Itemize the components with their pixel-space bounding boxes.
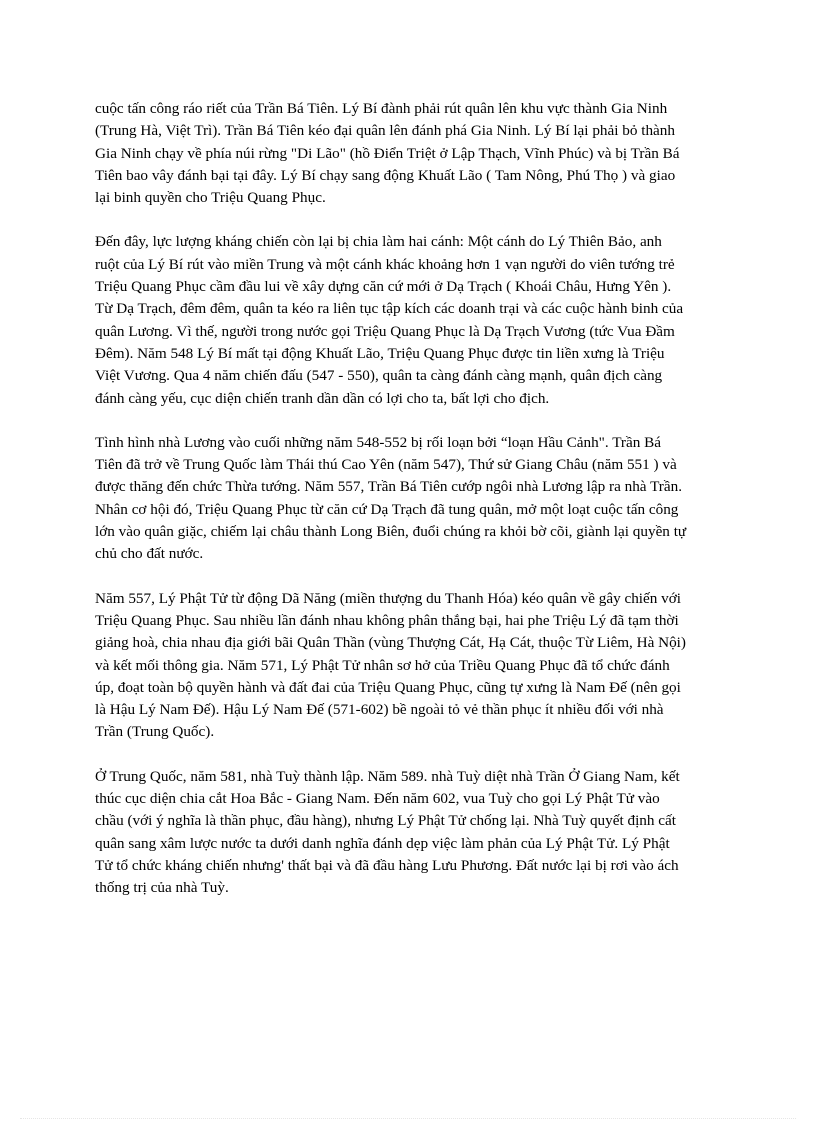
paragraph bbox=[95, 98, 723, 209]
text-line: Tử tổ chức kháng chiến nhưng' thất bại và đã đầu hàng Lưu Phương. Đất nước lại bị rơi vào ách bbox=[95, 856, 679, 874]
text-line: Ở Trung Quốc, năm 581, nhà Tuỳ thành lập. Năm 589. nhà Tuỳ diệt nhà Trần Ở Giang Nam, kết bbox=[95, 767, 680, 785]
text-line: quân sang xâm lược nước ta dưới danh nghĩa đánh dẹp việc làm phản của Lý Phật Tử. Lý Phật bbox=[95, 834, 670, 852]
text-line: Triệu Quang Phục. Sau nhiều lần đánh nhau không phân thắng bại, hai phe Triệu Lý đã tạm thời bbox=[95, 611, 679, 629]
paragraph bbox=[95, 588, 723, 744]
text-line: giảng hoà, chia nhau địa giới bãi Quân Thần (vùng Thượng Cát, Hạ Cát, thuộc Từ Liêm, Hà Nội) bbox=[95, 634, 686, 652]
text-line: chầu (với ý nghĩa là thần phục, đầu hàng), nhưng Lý Phật Tử chống lại. Nhà Tuỳ quyết định cất bbox=[95, 812, 676, 830]
text-line: lại binh quyền cho Triệu Quang Phục. bbox=[95, 189, 326, 207]
text-line: ruột của Lý Bí rút vào miền Trung và một cánh khác khoảng hơn 1 vạn người do viên tướng trẻ bbox=[95, 255, 675, 273]
paragraph bbox=[95, 432, 723, 566]
text-line: Gia Ninh chạy về phía núi rừng "Di Lão" (hồ Điển Triệt ở Lập Thạch, Vĩnh Phúc) và bị Trần Bá bbox=[95, 144, 680, 162]
text-line: lớn vào quân giặc, chiếm lại châu thành Long Biên, đuổi chúng ra khỏi bờ cõi, giành lại quyền tự bbox=[95, 523, 687, 541]
text-line: Từ Dạ Trạch, đêm đêm, quân ta kéo ra liên tục tập kích các doanh trại và các cuộc hành binh của bbox=[95, 300, 684, 318]
paragraph bbox=[95, 231, 723, 409]
text-line: cuộc tấn công ráo riết của Trần Bá Tiên. Lý Bí đành phải rút quân lên khu vực thành Gia Ninh bbox=[95, 100, 668, 117]
page-bottom-divider bbox=[20, 1118, 796, 1119]
text-line: Đêm). Năm 548 Lý Bí mất tại động Khuất Lão, Triệu Quang Phục được tin liền xưng là Triệu bbox=[95, 344, 665, 362]
text-line: úp, đoạt toàn bộ quyền hành và đất đai của Triệu Quang Phục, cũng tự xưng là Nam Đế (nên gọi bbox=[95, 678, 681, 696]
text-line: (Trung Hà, Việt Trì). Trần Bá Tiên kéo đại quân lên đánh phá Gia Ninh. Lý Bí lại phải bỏ thành bbox=[95, 122, 675, 140]
text-line: Việt Vương. Qua 4 năm chiến đấu (547 - 550), quân ta càng đánh càng mạnh, quân địch càng bbox=[95, 367, 663, 385]
text-line: được thăng đến chức Thừa tướng. Năm 557, Trần Bá Tiên cướp ngôi nhà Lương lập ra nhà Trần. bbox=[95, 478, 683, 496]
text-line: thúc cục diện chia cắt Hoa Bắc - Giang Nam. Đến năm 602, vua Tuỳ cho gọi Lý Phật Tử vào bbox=[95, 790, 660, 808]
text-line: Trần (Trung Quốc). bbox=[95, 723, 215, 741]
text-line: thống trị của nhà Tuỳ. bbox=[95, 879, 229, 897]
text-line: Tiên đã trở về Trung Quốc làm Thái thú Cao Yên (năm 547), Thứ sử Giang Châu (năm 551 ) và bbox=[95, 456, 677, 474]
text-line: quân Lương. Vì thế, người trong nước gọi Triệu Quang Phục là Dạ Trạch Vương (tức Vua Đầm bbox=[95, 322, 675, 340]
text-line: đánh càng yếu, cục diện chiến tranh dần dần có lợi cho ta, bất lợi cho địch. bbox=[95, 389, 550, 407]
text-line: Nhân cơ hội đó, Triệu Quang Phục từ căn cứ Dạ Trạch đã tung quân, mở một loạt cuộc tấn công bbox=[95, 500, 679, 518]
text-line: và kết mối thông gia. Năm 571, Lý Phật Tử nhân sơ hở của Triều Quang Phục đã tổ chức đánh bbox=[95, 656, 670, 674]
text-line: Năm 557, Lý Phật Tử từ động Dã Năng (miền thượng du Thanh Hóa) kéo quân về gây chiến với bbox=[95, 589, 681, 607]
paragraph bbox=[95, 766, 723, 900]
text-line: Đến đây, lực lượng kháng chiến còn lại bị chia làm hai cánh: Một cánh do Lý Thiên Bảo, anh bbox=[95, 233, 662, 251]
text-line: chủ cho đất nước. bbox=[95, 545, 204, 563]
document-body bbox=[95, 98, 723, 922]
text-line: Tiên bao vây đánh bại tại đây. Lý Bí chạy sang động Khuất Lão ( Tam Nông, Phú Thọ ) và giao bbox=[95, 166, 676, 184]
text-line: Triệu Quang Phục cầm đầu lui về xây dựng căn cứ mới ở Dạ Trạch ( Khoái Châu, Hưng Yên ). bbox=[95, 278, 672, 296]
text-line: là Hậu Lý Nam Đế). Hậu Lý Nam Đế (571-602) bề ngoài tỏ vẻ thần phục ít nhiều đối với nhà bbox=[95, 701, 664, 719]
text-line: Tình hình nhà Lương vào cuối những năm 548-552 bị rối loạn bởi “loạn Hầu Cảnh". Trần Bá bbox=[95, 433, 661, 451]
